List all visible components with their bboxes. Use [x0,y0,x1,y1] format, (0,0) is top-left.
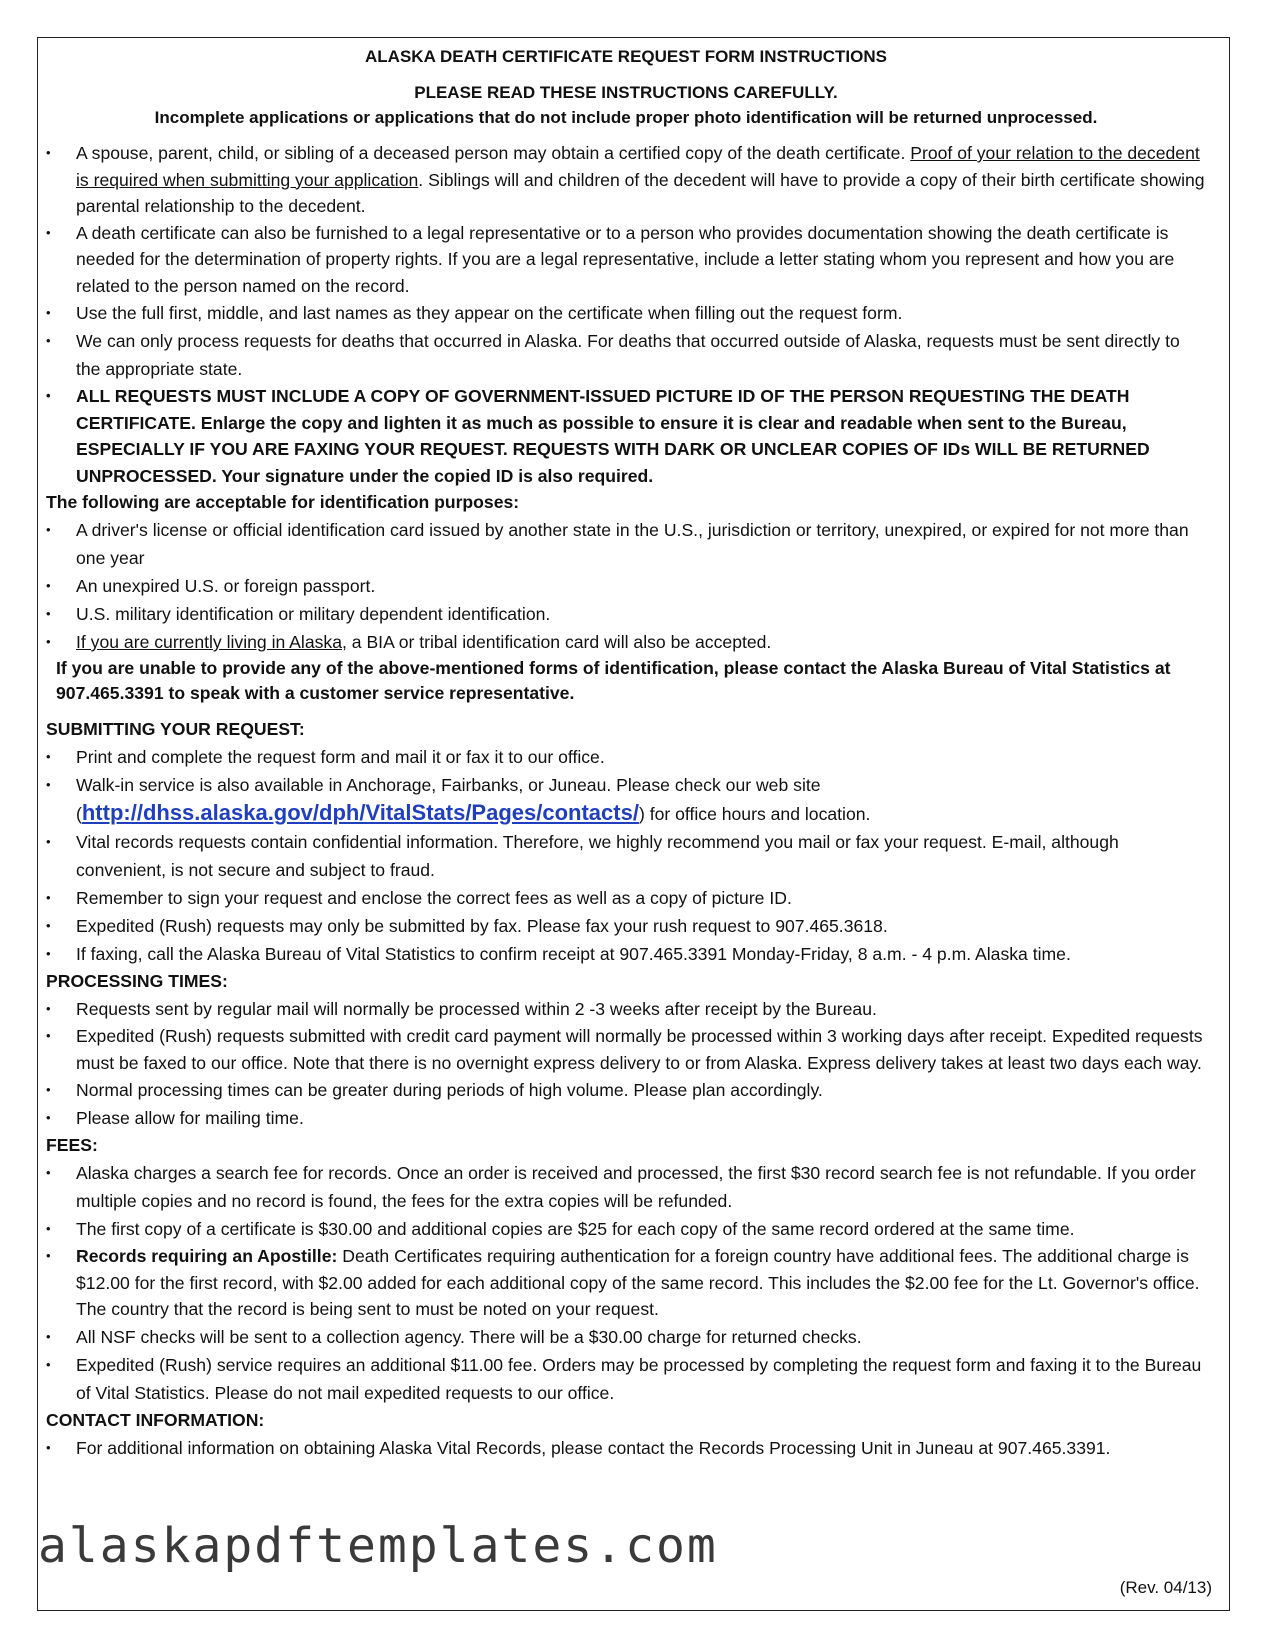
legal-representative-text: A death certificate can also be furnished to a legal representative or to a person who provides documentation showing the death certificate is needed for the determination of property rights. If you are a legal representative, include a letter stating whom you represent and how you are related to the person named on the record. [76,222,1175,296]
document-title: ALASKA DEATH CERTIFICATE REQUEST FORM INSTRUCTIONS [365,47,887,66]
high-volume-text: Normal processing times can be greater during periods of high volume. Please plan accordingly. [76,1080,823,1100]
eligibility-text: A spouse, parent, child, or sibling of a deceased person may obtain a certified copy of the death certificate. [76,143,911,163]
proof-of-relation-text: Proof of your relation to the decedent is required when submitting your application [76,143,1200,190]
bullet-icon: • [46,834,51,849]
bullet-icon: • [46,918,51,933]
submitting-heading: SUBMITTING YOUR REQUEST: [46,719,305,739]
bullet-icon: • [46,145,51,160]
bullet-icon: • [46,1110,51,1125]
list-item [46,828,1206,884]
walk-in-text: Walk-in service is also available in Anchorage, Fairbanks, or Juneau. Please check our web site ( [76,775,821,824]
military-id-text: U.S. military identification or military dependent identification. [76,604,551,624]
bullet-icon: • [46,749,51,764]
search-fee-text: Alaska charges a search fee for records. Once an order is received and processed, the first $30 record search fee is not refundable. If you order multiple copies and no record is found, the fees for the extra copies will be refunded. [76,1163,1196,1211]
bullet-icon: • [46,634,51,649]
bullet-icon: • [46,1439,51,1455]
list-item [46,299,1206,327]
contacts-page-link[interactable]: http://dhss.alaska.gov/dph/VitalStats/Pages/contacts/ [81,800,639,825]
id-heading: The following are acceptable for identification purposes: [46,492,520,512]
list-item [46,1104,1206,1132]
submitting-list [46,743,1206,968]
bullet-icon: • [46,946,51,961]
bullet-icon: • [46,1248,51,1263]
picture-id-requirement-text: ALL REQUESTS MUST INCLUDE A COPY OF GOVERNMENT-ISSUED PICTURE ID OF THE PERSON REQUESTING THE DEATH CERTIFICATE. Enlarge the copy and lighten it as much as possible to ensure it is clear and readable when sent to the Bureau, ESPECIALLY IF YOU ARE FAXING YOUR REQUEST. REQUESTS WITH DARK OR UNCLEAR COPIES OF IDs WILL BE RETURNED UNPROCESSED. Your signature under the copied ID is also required. [76,386,1150,486]
fees-heading: FEES: [46,1135,98,1155]
list-item [46,1215,1206,1243]
list-item [46,327,1206,383]
bullet-icon: • [46,777,51,792]
bullet-icon: • [46,333,51,348]
contact-text: For additional information on obtaining Alaska Vital Records, please contact the Records Processing Unit in Juneau at 907.465.3391. [76,1437,1111,1458]
apostille-label: Records requiring an Apostille: [76,1246,338,1266]
bullet-icon: • [46,224,51,240]
list-item [46,1434,1206,1462]
processing-list [46,995,1206,1132]
full-names-text: Use the full first, middle, and last names as they appear on the certificate when filling out the request form. [76,303,903,323]
fees-list [46,1159,1206,1407]
eligibility-list [46,140,1206,489]
list-item [46,1351,1206,1407]
list-item [46,383,1206,489]
bullet-icon: • [46,305,51,320]
rush-processing-text: Expedited (Rush) requests submitted with credit card payment will normally be processed within 3 working days after receipt. Expedited requests must be faxed to our office. Note that there is no overnight express delivery to or from Alaska. Express delivery takes at least two days each way. [76,1026,1203,1073]
rush-fee-text: Expedited (Rush) service requires an additional $11.00 fee. Orders may be processed by completing the request form and faxing it to the Bureau of Vital Statistics. Please do not mail expedited requests to our office. [76,1354,1202,1403]
bullet-icon: • [46,890,51,905]
bullet-icon: • [46,1328,51,1344]
processing-heading: PROCESSING TIMES: [46,971,228,991]
contact-list [46,1434,1206,1462]
confirm-receipt-text: If faxing, call the Alaska Bureau of Vital Statistics to confirm receipt at 907.465.3391 Monday-Friday, 8 a.m. - 4 p.m. Alaska time. [76,944,1071,964]
list-item [46,628,1206,656]
bullet-icon: • [46,388,51,403]
list-item [46,884,1206,912]
id-contact-note: If you are unable to provide any of the above-mentioned forms of identification, please contact the Alaska Bureau of Vital Statistics at 907.465.3391 to speak with a customer service representative. [56,658,1171,703]
bullet-icon: • [46,1165,51,1180]
list-item [46,1076,1206,1104]
bullet-icon: • [46,1082,51,1097]
incomplete-applications-notice: Incomplete applications or applications that do not include proper photo identification will be returned unprocessed. [154,108,1098,127]
nsf-checks-text: All NSF checks will be sent to a collection agency. There will be a $30.00 charge for returned checks. [76,1326,862,1347]
bullet-icon: • [46,606,51,621]
list-item [46,771,1206,828]
instructions-body [46,44,1206,1462]
bullet-icon: • [46,578,51,593]
mailing-time-text: Please allow for mailing time. [76,1108,304,1128]
list-item [46,743,1206,771]
contact-heading: CONTACT INFORMATION: [46,1409,265,1430]
list-item [46,940,1206,968]
bullet-icon: • [46,1221,51,1236]
living-in-alaska-text: If you are currently living in Alaska [76,632,342,652]
confidential-text: Vital records requests contain confidential information. Therefore, we highly recommend you mail or fax your request. E-mail, although convenient, is not secure and subject to fraud. [76,832,1119,880]
print-form-text: Print and complete the request form and mail it or fax it to our office. [76,747,605,767]
walk-in-text: ) for office hours and location. [638,804,871,824]
sign-request-text: Remember to sign your request and enclose the correct fees as well as a copy of picture ID. [76,888,792,908]
id-list [46,516,1206,656]
list-item [46,912,1206,940]
watermark: alaskapdftemplates.com [38,1518,718,1574]
list-item [46,572,1206,600]
tribal-id-text: , a BIA or tribal identification card will also be accepted. [342,632,772,652]
bullet-icon: • [46,1356,51,1372]
read-carefully-notice: PLEASE READ THESE INSTRUCTIONS CAREFULLY. [414,83,838,102]
eligibility-text: . Siblings will and children of the decedent will have to provide a copy of their birth certificate showing parental relationship to the decedent. [76,169,1205,216]
list-item [46,1023,1206,1076]
list-item [46,1159,1206,1215]
apostille-text: Death Certificates requiring authentication for a foreign country have additional fees. The additional charge is $12.00 for the first record, with $2.00 added for each additional copy of the same record. This includes the $2.00 fee for the Lt. Governor's office. The country that the record is being sent to must be noted on your request. [76,1246,1200,1319]
list-item [46,220,1206,300]
list-item [46,600,1206,628]
list-item [46,1243,1206,1323]
copy-fee-text: The first copy of a certificate is $30.00 and additional copies are $25 for each copy of the same record ordered at the same time. [76,1219,1075,1239]
revision-label: (Rev. 04/13) [1119,1578,1212,1597]
list-item [46,516,1206,572]
list-item [46,995,1206,1023]
list-item [46,1323,1206,1351]
passport-text: An unexpired U.S. or foreign passport. [76,576,376,596]
bullet-icon: • [46,1028,51,1043]
rush-fax-text: Expedited (Rush) requests may only be submitted by fax. Please fax your rush request to 907.465.3618. [76,916,888,936]
regular-mail-text: Requests sent by regular mail will normally be processed within 2 -3 weeks after receipt by the Bureau. [76,999,877,1019]
drivers-license-text: A driver's license or official identification card issued by another state in the U.S., jurisdiction or territory, unexpired, or expired for not more than one year [76,520,1189,568]
alaska-only-text: We can only process requests for deaths that occurred in Alaska. For deaths that occurred outside of Alaska, requests must be sent directly to the appropriate state. [76,331,1180,379]
bullet-icon: • [46,1001,51,1016]
bullet-icon: • [46,522,51,537]
list-item [46,140,1206,220]
